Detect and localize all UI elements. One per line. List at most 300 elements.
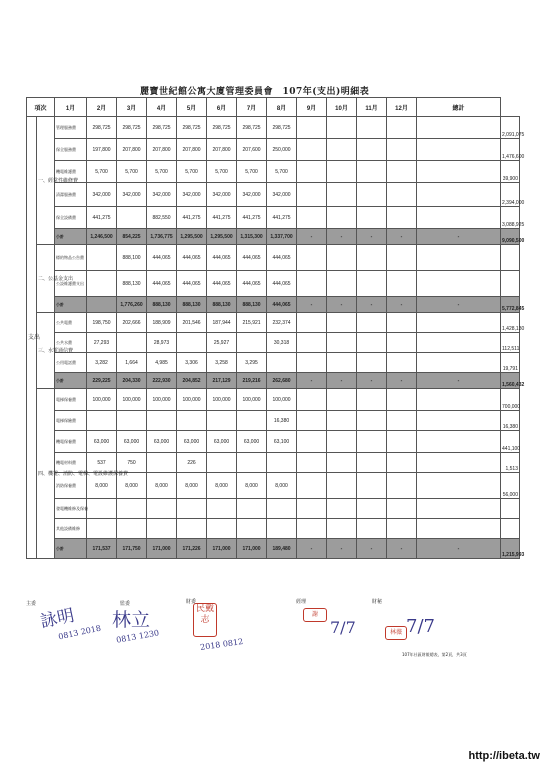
subtotal-dash: - [357,373,387,389]
empty-month-cell [297,313,327,333]
month-cell [207,453,237,473]
subtotal-row [27,539,520,559]
column-header: 4月 [147,98,177,117]
month-cell: 63,000 [207,431,237,453]
seal-handler: 謝 [303,608,327,622]
month-cell [237,453,267,473]
month-cell [87,519,117,539]
month-cell [87,499,117,519]
month-cell: 444,065 [147,245,177,271]
subtotal-label: 小計 [55,229,87,245]
month-cell [147,411,177,431]
column-header: 11月 [357,98,387,117]
month-cell [177,333,207,353]
empty-month-cell [297,431,327,453]
subtotal-cell: 262,680 [267,373,297,389]
month-cell: 441,275 [207,207,237,229]
subtotal-cell: 217,129 [207,373,237,389]
subtotal-cell: 171,750 [117,539,147,559]
subtotal-cell: 444,065 [267,297,297,313]
seal-accountant: 林薇 [385,626,407,640]
empty-month-cell [327,411,357,431]
footer-note: 107年社區財報總表，第2頁，共3頁 [402,652,467,657]
empty-month-cell [387,431,417,453]
empty-month-cell [327,473,357,499]
subtotal-cell: 189,480 [267,539,297,559]
month-cell: 8,000 [207,473,237,499]
empty-month-cell [327,431,357,453]
empty-month-cell [327,139,357,161]
subtotal-total: 9,090,500 [501,229,520,245]
empty-month-cell [297,183,327,207]
month-cell: 444,065 [207,271,237,297]
empty-month-cell [327,453,357,473]
month-cell: 441,275 [177,207,207,229]
signature-supervisor: 林立 [112,609,151,631]
empty-month-cell [357,453,387,473]
month-cell: 8,000 [237,473,267,499]
month-cell: 4,985 [147,353,177,373]
subtotal-cell: 1,337,700 [267,229,297,245]
signature-handler: 7/7 [330,618,356,637]
empty-month-cell [387,117,417,139]
subtotal-cell: 204,852 [177,373,207,389]
table-row [27,499,520,519]
empty-month-cell [297,353,327,373]
subtotal-label: 小計 [55,539,87,559]
page-title: 麗寶世紀館公寓大廈管理委員會 107年(支出)明細表 [140,87,370,97]
column-header: 1月 [55,98,87,117]
month-cell: 100,000 [207,389,237,411]
group-label: 一、經常性維修費 [37,117,55,245]
footer-finance-label: 財委 [186,599,197,605]
month-cell: 63,100 [267,431,297,453]
row-total [501,245,520,271]
expense-table [26,97,525,559]
subtotal-cell: 204,330 [117,373,147,389]
empty-month-cell [417,431,501,453]
empty-month-cell [417,139,501,161]
row-total: 700,000 [501,389,520,411]
row-total: 3,088,925 [501,207,520,229]
month-cell [147,453,177,473]
seal-finance: 民戴志 [193,603,217,637]
item-label: 消防保養費 [55,473,87,499]
subtotal-label: 小計 [55,373,87,389]
month-cell: 207,800 [177,139,207,161]
empty-month-cell [297,473,327,499]
header-row [27,98,520,117]
subtotal-dash: - [387,373,417,389]
month-cell [267,519,297,539]
month-cell: 298,725 [147,117,177,139]
subtotal-dash: - [417,297,501,313]
empty-month-cell [417,245,501,271]
month-cell [117,333,147,353]
month-cell: 63,000 [147,431,177,453]
month-cell: 63,000 [117,431,147,453]
row-total: 19,791 [501,353,520,373]
month-cell [207,519,237,539]
month-cell: 750 [117,453,147,473]
empty-month-cell [417,117,501,139]
empty-month-cell [327,183,357,207]
subtotal-total: 1,560,432 [501,373,520,389]
month-cell: 16,380 [267,411,297,431]
month-cell: 63,000 [177,431,207,453]
subtotal-cell: 171,000 [147,539,177,559]
empty-month-cell [327,245,357,271]
empty-month-cell [387,389,417,411]
subtotal-dash: - [417,539,501,559]
table-row [27,453,520,473]
empty-month-cell [417,389,501,411]
empty-month-cell [417,161,501,183]
signature-finance-date: 2018 0812 [199,637,244,652]
column-header: 5月 [177,98,207,117]
month-cell: 202,666 [117,313,147,333]
item-label: 其他設備維修 [55,519,87,539]
empty-month-cell [387,245,417,271]
month-cell: 298,725 [177,117,207,139]
item-label: 機電材料費 [55,453,87,473]
month-cell: 342,000 [267,183,297,207]
table-row [27,313,520,333]
row-total [501,271,520,297]
month-cell: 444,065 [177,271,207,297]
subtotal-dash: - [357,297,387,313]
month-cell: 441,275 [87,207,117,229]
month-cell: 888,130 [117,271,147,297]
column-header: 總計 [417,98,501,117]
empty-month-cell [417,207,501,229]
subtotal-cell: 888,130 [207,297,237,313]
month-cell: 3,306 [177,353,207,373]
subtotal-dash: - [387,297,417,313]
month-cell: 298,725 [117,117,147,139]
empty-month-cell [357,333,387,353]
empty-month-cell [297,519,327,539]
column-header: 6月 [207,98,237,117]
month-cell: 8,000 [147,473,177,499]
empty-month-cell [357,473,387,499]
month-cell: 30,318 [267,333,297,353]
empty-month-cell [327,353,357,373]
subtotal-cell: 1,295,500 [207,229,237,245]
empty-month-cell [327,389,357,411]
subtotal-dash: - [387,229,417,245]
month-cell: 3,282 [87,353,117,373]
table-row [27,353,520,373]
empty-month-cell [327,117,357,139]
month-cell: 232,374 [267,313,297,333]
subtotal-cell: 854,225 [117,229,147,245]
empty-month-cell [387,207,417,229]
month-cell: 5,700 [117,161,147,183]
footer-accountant-label: 財秘 [372,599,383,605]
month-cell: 226 [177,453,207,473]
subtotal-dash: - [327,539,357,559]
month-cell [87,411,117,431]
column-header: 7月 [237,98,267,117]
empty-month-cell [297,389,327,411]
empty-month-cell [327,519,357,539]
empty-month-cell [387,353,417,373]
item-label: 清潔服務費 [55,183,87,207]
empty-month-cell [417,519,501,539]
month-cell: 207,800 [207,139,237,161]
month-cell: 207,800 [117,139,147,161]
month-cell: 342,000 [177,183,207,207]
item-label: 機電保養費 [55,431,87,453]
empty-month-cell [297,207,327,229]
empty-month-cell [387,453,417,473]
table-row [27,519,520,539]
row-total [501,499,520,519]
month-cell [237,519,267,539]
subtotal-dash: - [297,229,327,245]
month-cell: 298,725 [267,117,297,139]
subtotal-dash: - [297,539,327,559]
group-label: 二、公基金支出 [37,245,55,313]
column-header: 9月 [297,98,327,117]
empty-month-cell [297,271,327,297]
table-row [27,271,520,297]
empty-month-cell [357,389,387,411]
table-row [27,117,520,139]
subtotal-dash: - [297,297,327,313]
empty-month-cell [417,411,501,431]
watermark: http://ibeta.tw [468,750,540,762]
empty-month-cell [357,431,387,453]
row-total: 39,900 [501,161,520,183]
empty-month-cell [387,473,417,499]
table-row [27,431,520,453]
month-cell [147,499,177,519]
empty-month-cell [417,353,501,373]
item-label: 管理服務費 [55,117,87,139]
month-cell [177,499,207,519]
empty-month-cell [327,161,357,183]
month-cell [207,499,237,519]
month-cell: 342,000 [237,183,267,207]
month-cell: 444,065 [177,245,207,271]
subtotal-cell [87,297,117,313]
subtotal-row [27,229,520,245]
item-label: 公共水費 [55,333,87,353]
month-cell [87,245,117,271]
empty-month-cell [357,161,387,183]
empty-month-cell [297,453,327,473]
month-cell [147,519,177,539]
subtotal-dash: - [417,373,501,389]
empty-month-cell [387,161,417,183]
empty-month-cell [417,271,501,297]
column-header: 2月 [87,98,117,117]
empty-month-cell [327,499,357,519]
empty-month-cell [297,139,327,161]
empty-month-cell [357,519,387,539]
month-cell: 441,275 [267,207,297,229]
row-total: 1,428,130 [501,313,520,333]
month-cell: 5,700 [147,161,177,183]
subtotal-dash: - [417,229,501,245]
month-cell: 5,700 [207,161,237,183]
month-cell [117,207,147,229]
table-row [27,161,520,183]
subtotal-dash: - [357,539,387,559]
month-cell: 207,600 [237,139,267,161]
month-cell [87,271,117,297]
subtotal-cell: 171,000 [207,539,237,559]
month-cell: 8,000 [177,473,207,499]
row-total: 2,091,075 [501,117,520,139]
month-cell: 28,973 [147,333,177,353]
month-cell: 250,000 [267,139,297,161]
month-cell: 8,000 [87,473,117,499]
footer-handler-label: 經理 [296,599,307,605]
month-cell: 342,000 [87,183,117,207]
empty-month-cell [417,453,501,473]
footer-supervisor-label: 監委 [120,601,131,607]
month-cell: 298,725 [87,117,117,139]
subtotal-row [27,373,520,389]
empty-month-cell [387,333,417,353]
empty-month-cell [387,183,417,207]
month-cell [237,333,267,353]
month-cell [267,499,297,519]
empty-month-cell [417,333,501,353]
table-row [27,139,520,161]
month-cell [267,353,297,373]
month-cell: 298,725 [237,117,267,139]
row-total [501,519,520,539]
month-cell [207,411,237,431]
subtotal-cell: 1,246,500 [87,229,117,245]
empty-month-cell [387,411,417,431]
month-cell: 1,664 [117,353,147,373]
empty-month-cell [357,139,387,161]
item-label: 電梯保養費 [55,389,87,411]
row-total: 16,380 [501,411,520,431]
column-header: 項次 [27,98,55,117]
month-cell: 100,000 [237,389,267,411]
month-cell: 63,000 [237,431,267,453]
empty-month-cell [387,499,417,519]
empty-month-cell [387,271,417,297]
empty-month-cell [327,271,357,297]
month-cell [117,519,147,539]
empty-month-cell [357,499,387,519]
subtotal-cell: 171,000 [237,539,267,559]
month-cell: 444,065 [237,271,267,297]
group-label: 四、機電、消防、電梯、電設維護保養費 [37,389,55,559]
subtotal-dash: - [357,229,387,245]
empty-month-cell [327,333,357,353]
empty-month-cell [387,519,417,539]
month-cell: 342,000 [117,183,147,207]
month-cell: 100,000 [117,389,147,411]
month-cell [237,499,267,519]
month-cell: 441,275 [237,207,267,229]
item-label: 電梯保險費 [55,411,87,431]
month-cell: 444,065 [237,245,267,271]
subtotal-cell: 171,226 [177,539,207,559]
month-cell: 201,546 [177,313,207,333]
row-total: 112,511 [501,333,520,353]
empty-month-cell [357,313,387,333]
month-cell: 100,000 [177,389,207,411]
month-cell: 27,293 [87,333,117,353]
month-cell: 207,800 [147,139,177,161]
month-cell: 198,750 [87,313,117,333]
column-header: 3月 [117,98,147,117]
signature-supervisor-date: 0813 1230 [115,628,160,645]
empty-month-cell [357,271,387,297]
month-cell: 5,700 [87,161,117,183]
row-total: 2,394,000 [501,183,520,207]
table-row [27,207,520,229]
subtotal-cell: 1,315,300 [237,229,267,245]
table-row [27,333,520,353]
month-cell [237,411,267,431]
subtotal-cell: 888,130 [177,297,207,313]
month-cell: 342,000 [207,183,237,207]
empty-month-cell [357,207,387,229]
subtotal-cell: 219,216 [237,373,267,389]
signature-chair-date: 0813 2018 [57,623,102,642]
empty-month-cell [357,353,387,373]
month-cell: 63,000 [87,431,117,453]
subtotal-cell: 171,537 [87,539,117,559]
empty-month-cell [327,207,357,229]
month-cell [117,499,147,519]
empty-month-cell [357,245,387,271]
empty-month-cell [417,499,501,519]
item-label: 標的物品公告費 [55,245,87,271]
month-cell: 888,100 [117,245,147,271]
subtotal-total: 1,215,993 [501,539,520,559]
subtotal-label: 小計 [55,297,87,313]
item-label: 公用電話費 [55,353,87,373]
subtotal-cell: 1,776,260 [117,297,147,313]
month-cell [177,411,207,431]
month-cell: 197,800 [87,139,117,161]
item-label: 發電機維修及保養 [55,499,87,519]
empty-month-cell [297,161,327,183]
month-cell: 5,700 [177,161,207,183]
month-cell: 8,000 [117,473,147,499]
subtotal-dash: - [327,297,357,313]
month-cell [267,453,297,473]
empty-month-cell [357,117,387,139]
month-cell: 5,700 [267,161,297,183]
month-cell: 8,000 [267,473,297,499]
empty-month-cell [417,183,501,207]
month-cell [117,411,147,431]
subtotal-dash: - [327,373,357,389]
subtotal-total: 5,772,845 [501,297,520,313]
subtotal-cell: 1,295,500 [177,229,207,245]
empty-month-cell [297,117,327,139]
month-cell: 444,065 [207,245,237,271]
month-cell: 298,725 [207,117,237,139]
month-cell: 215,921 [237,313,267,333]
item-label: 機電維護費 [55,161,87,183]
row-total: 56,000 [501,473,520,499]
row-total: 441,100 [501,431,520,453]
month-cell: 100,000 [87,389,117,411]
